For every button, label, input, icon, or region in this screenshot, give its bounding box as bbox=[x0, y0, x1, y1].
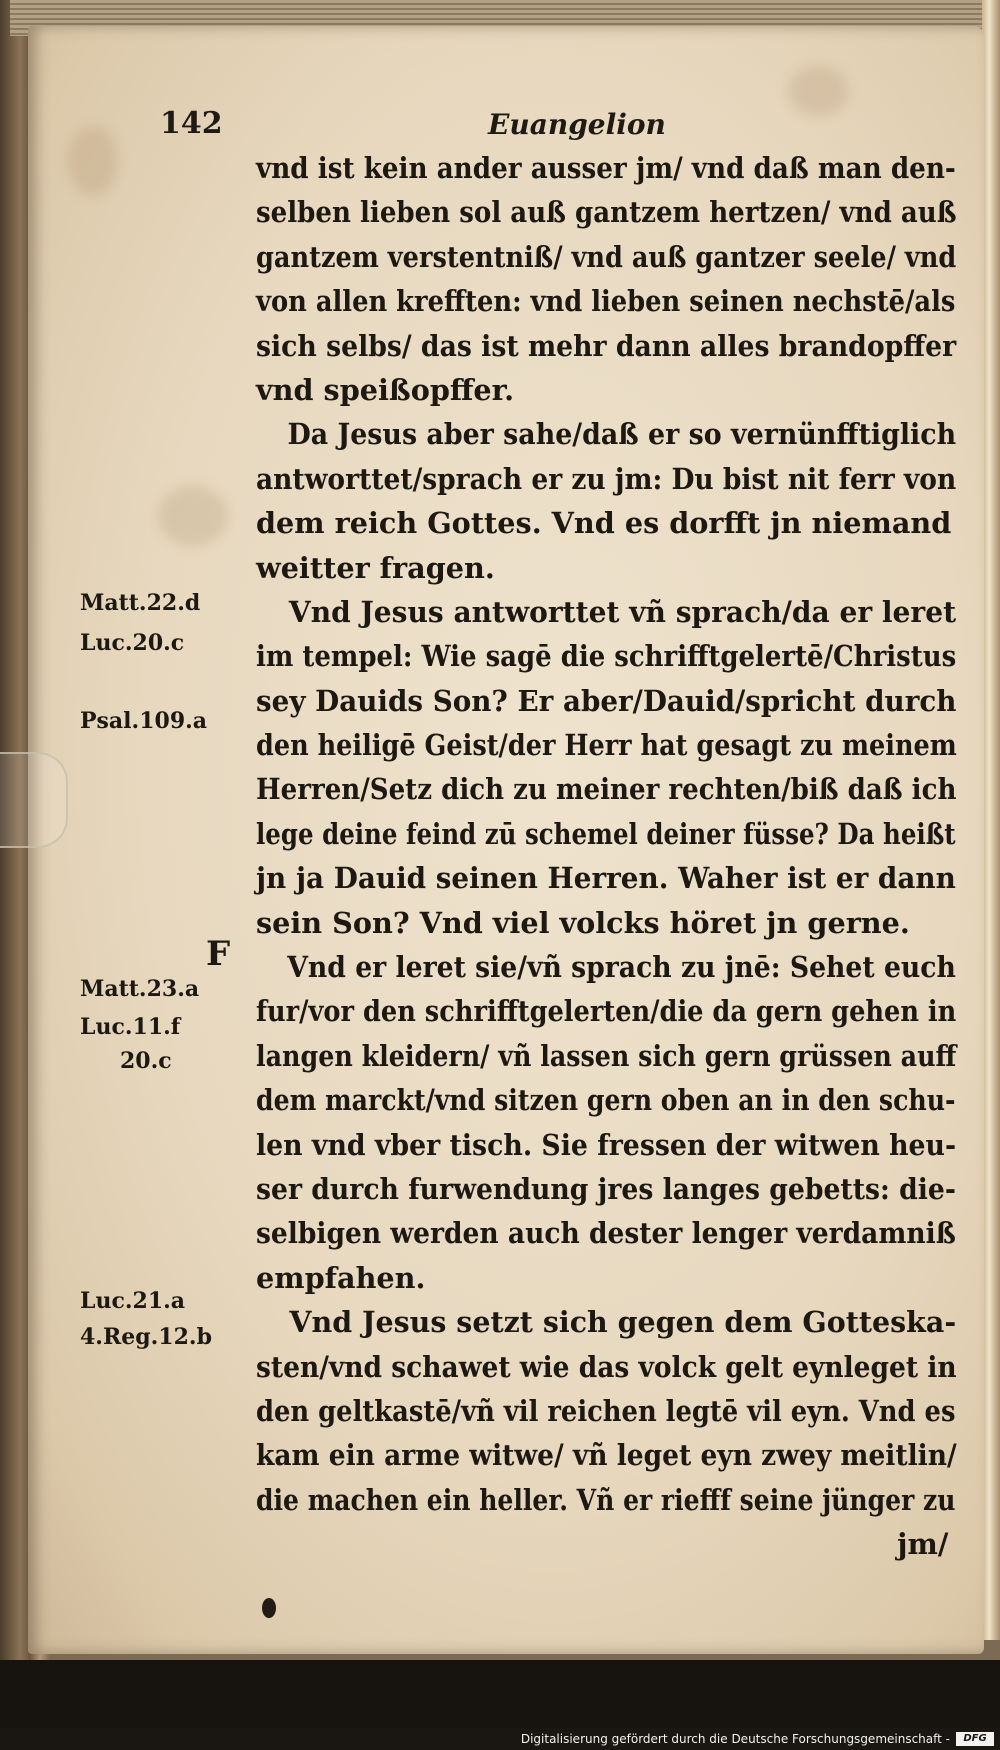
text-line: die machen ein heller. Vñ er riefff seine jünger zu bbox=[256, 1482, 956, 1517]
text-line: dem reich Gottes. Vnd es dorfft jn niemand bbox=[256, 506, 952, 541]
margin-note: Psal.109.a bbox=[80, 708, 208, 734]
margin-note: Luc.21.a bbox=[80, 1288, 186, 1314]
text-line: kam ein arme witwe/ vñ leget eyn zwey meitlin/ bbox=[256, 1438, 957, 1473]
paper-stain bbox=[788, 66, 848, 116]
text-line: selbigen werden auch dester lenger verdamniß bbox=[256, 1216, 956, 1251]
running-head: Euangelion bbox=[488, 108, 666, 141]
text-line: antworttet/sprach er zu jm: Du bist nit ferr von bbox=[256, 461, 957, 496]
margin-note: Luc.11.f bbox=[80, 1014, 181, 1040]
margin-note: 4.Reg.12.b bbox=[80, 1324, 212, 1350]
text-line: von allen krefften: vnd lieben seinen nechstē/als bbox=[256, 284, 956, 319]
text-line: sten/vnd schawet wie das volck gelt eynleget in bbox=[256, 1349, 957, 1384]
margin-note: Matt.22.d bbox=[80, 590, 201, 616]
text-line: im tempel: Wie sagē die schrifftgelertē/Christus bbox=[256, 639, 957, 674]
text-line: den heiligē Geist/der Herr hat gesagt zu meinem bbox=[256, 728, 957, 763]
text-line: vnd speißopffer. bbox=[256, 372, 515, 407]
page-clip bbox=[0, 752, 68, 848]
text-line: fur/vor den schrifftgelerten/die da gern gehen in bbox=[256, 994, 957, 1029]
text-line: weitter fragen. bbox=[256, 550, 495, 585]
text-line: ser durch furwendung jres langes gebetts: die- bbox=[256, 1171, 956, 1206]
margin-note: Luc.20.c bbox=[80, 630, 185, 656]
text-line: dem marckt/vnd sitzen gern oben an in den schu- bbox=[256, 1083, 956, 1118]
text-line: sey Dauids Son? Er aber/Dauid/spricht durch bbox=[256, 683, 957, 718]
main-text-column bbox=[256, 146, 964, 1567]
text-line: Vnd Jesus setzt sich gegen dem Gotteska- bbox=[289, 1305, 957, 1340]
text-line: vnd ist kein ander ausser jm/ vnd daß man den- bbox=[256, 151, 956, 185]
footer-credit: Digitalisierung gefördert durch die Deutsche Forschungsgemeinschaft - bbox=[520, 1732, 950, 1746]
text-line: den geltkastē/vñ vil reichen legtē vil eyn. Vnd es bbox=[256, 1393, 956, 1428]
digitization-footer bbox=[0, 1728, 1000, 1750]
text-line: sein Son? Vnd viel volcks höret jn gerne. bbox=[256, 905, 910, 940]
text-line: jn ja Dauid seinen Herren. Waher ist er dann bbox=[256, 861, 956, 896]
ink-blot bbox=[262, 1598, 276, 1618]
text-line: Vnd er leret sie/vñ sprach zu jnē: Sehet euch bbox=[287, 950, 956, 985]
text-line: empfahen. bbox=[256, 1260, 426, 1295]
dfg-logo: DFG bbox=[956, 1732, 994, 1746]
text-line: gantzem verstentniß/ vnd auß gantzer seele/ vnd bbox=[256, 239, 957, 274]
text-line: jm/ bbox=[897, 1527, 949, 1562]
text-line: Vnd Jesus antworttet vñ sprach/da er leret bbox=[288, 594, 957, 629]
text-line: len vnd vber tisch. Sie fressen der witwen heu- bbox=[256, 1127, 957, 1162]
paper-stain bbox=[68, 126, 118, 196]
text-line: Herren/Setz dich zu meiner rechten/biß daß ich bbox=[256, 772, 957, 807]
margin-note: Matt.23.a bbox=[80, 976, 200, 1002]
text-line: sich selbs/ das ist mehr dann alles brandopffer bbox=[256, 328, 957, 363]
page-stack-right-edge bbox=[982, 0, 1000, 1640]
text-line: selben lieben sol auß gantzem hertzen/ vnd auß bbox=[256, 195, 957, 230]
section-letter: F bbox=[206, 934, 231, 974]
paper-stain bbox=[158, 486, 228, 546]
page-number: 142 bbox=[160, 106, 223, 141]
text-line: langen kleidern/ vñ lassen sich gern grüssen auff bbox=[256, 1038, 957, 1073]
text-line: Da Jesus aber sahe/daß er so vernünfftiglich bbox=[287, 417, 957, 452]
margin-note: 20.c bbox=[120, 1048, 172, 1074]
text-line: lege deine feind zū schemel deiner füsse? Da heißt bbox=[256, 816, 956, 851]
